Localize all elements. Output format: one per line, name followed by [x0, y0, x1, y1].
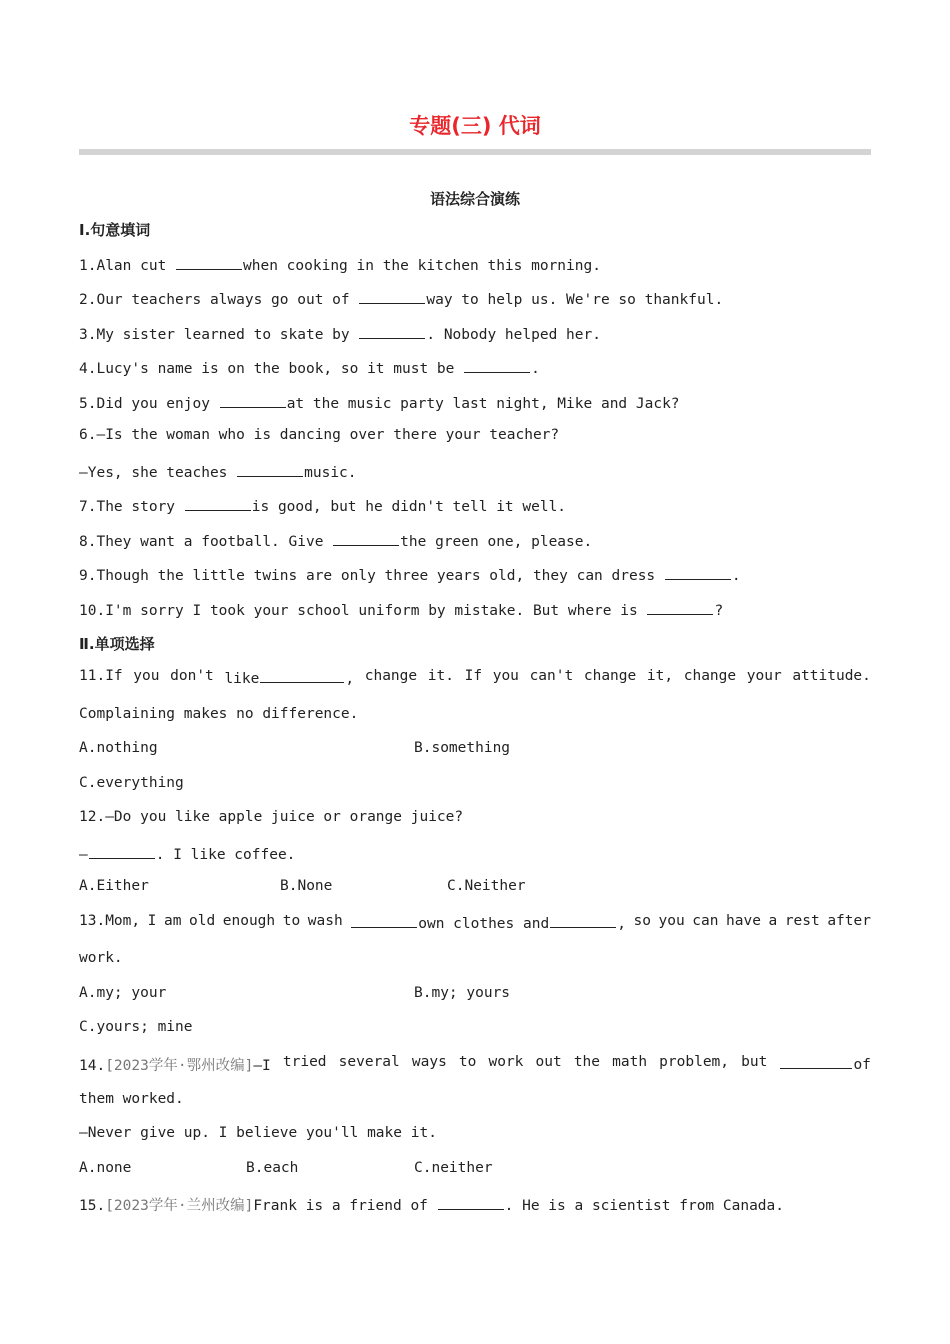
word: —I	[253, 1058, 271, 1074]
word: wash	[307, 913, 343, 929]
answer-blank[interactable]	[220, 393, 286, 408]
word: you	[133, 668, 160, 684]
q4-text-b: .	[531, 361, 540, 377]
question-7	[79, 496, 566, 515]
q6-text-b: music.	[304, 465, 357, 481]
q9-text-a: 9.Though the little twins are only three years old, they can dress	[79, 568, 664, 584]
word: several	[338, 1054, 400, 1070]
question-3	[79, 324, 601, 343]
question-6-line-2	[79, 462, 357, 481]
page-subtitle: 语法综合演练	[429, 190, 520, 208]
word: tried	[282, 1054, 327, 1070]
answer-blank[interactable]	[464, 358, 530, 373]
q7-text-b: is good, but he didn't tell it well.	[251, 499, 567, 515]
question-15	[79, 1194, 784, 1215]
word: you	[492, 668, 519, 684]
question-12-line-1: 12.—Do you like apple juice or orange juice?	[79, 809, 464, 825]
answer-blank[interactable]	[237, 462, 303, 477]
question-14-line-2: them worked.	[79, 1091, 184, 1107]
section-1-heading: Ⅰ.句意填词	[79, 221, 151, 239]
word: math	[612, 1054, 648, 1070]
question-1	[79, 255, 601, 274]
word: after	[827, 913, 871, 929]
answer-blank[interactable]	[665, 565, 731, 580]
q1-text-a: 1.Alan cut	[79, 258, 176, 274]
option-b[interactable]: B.None	[280, 878, 333, 894]
q9-text-b: .	[731, 568, 741, 584]
word: it.	[427, 668, 454, 684]
word: I	[147, 913, 157, 929]
option-c[interactable]: C.Neither	[447, 878, 526, 894]
question-2	[79, 289, 723, 308]
answer-blank[interactable]	[647, 600, 713, 615]
question-14-line-1	[79, 1054, 871, 1075]
question-number: 15.	[79, 1198, 106, 1214]
question-13-line-1	[79, 913, 871, 932]
option-a[interactable]: A.Either	[79, 878, 149, 894]
title-divider	[79, 149, 871, 155]
source-tag: [2023学年·兰州改编]	[105, 1198, 254, 1214]
question-number-with-source	[79, 1054, 271, 1075]
q3-text-a: 3.My sister learned to skate by	[79, 327, 359, 343]
word: ,	[617, 916, 626, 932]
answer-blank[interactable]	[89, 844, 155, 859]
option-c[interactable]: C.yours; mine	[79, 1019, 193, 1035]
word: it,	[646, 668, 674, 684]
word-with-blank	[350, 913, 626, 932]
question-13-line-2: work.	[79, 950, 123, 966]
word: rest	[784, 913, 820, 929]
option-a[interactable]: A.nothing	[79, 740, 158, 756]
source-tag: [2023学年·鄂州改编]	[105, 1058, 254, 1074]
option-b[interactable]: B.my; yours	[414, 985, 511, 1001]
word: can	[692, 913, 719, 929]
word: ,	[345, 671, 355, 687]
section-2-heading: Ⅱ.单项选择	[79, 635, 155, 653]
word: out	[535, 1054, 562, 1070]
q10-text-b: ?	[714, 603, 724, 619]
word: attitude.	[792, 668, 871, 684]
word: to	[282, 913, 301, 929]
answer-blank[interactable]	[359, 324, 425, 339]
question-10	[79, 600, 723, 619]
q15-text-a: Frank is a friend of	[253, 1198, 437, 1214]
question-11-line-2: Complaining makes no difference.	[79, 706, 359, 722]
answer-blank[interactable]	[550, 913, 616, 928]
word: have	[726, 913, 761, 929]
answer-blank[interactable]	[359, 289, 425, 304]
word: ways	[411, 1054, 447, 1070]
word: problem,	[659, 1054, 730, 1070]
answer-blank[interactable]	[351, 913, 417, 928]
q12-text-b: . I like coffee.	[155, 847, 296, 863]
option-c[interactable]: C.everything	[79, 775, 184, 791]
word: If	[464, 668, 483, 684]
word: 11.If	[79, 668, 123, 684]
option-a[interactable]: A.my; your	[79, 985, 167, 1001]
q4-text-a: 4.Lucy's name is on the book, so it must be	[79, 361, 464, 377]
option-b[interactable]: B.each	[246, 1160, 299, 1176]
word: your	[746, 668, 782, 684]
word: change	[683, 668, 737, 684]
word: can't	[529, 668, 574, 684]
word-with-blank	[779, 1054, 870, 1075]
word: work	[488, 1054, 524, 1070]
word: the	[573, 1054, 601, 1070]
question-number: 14.	[79, 1058, 106, 1074]
q12-text-a: —	[79, 847, 88, 863]
word: own clothes and	[418, 916, 550, 932]
question-6-line-1: 6.—Is the woman who is dancing over there your teacher?	[79, 427, 560, 443]
word: to	[458, 1054, 477, 1070]
answer-blank[interactable]	[438, 1195, 504, 1210]
word: a	[768, 913, 778, 929]
q10-text-a: 10.I'm sorry I took your school uniform by mistake. But where is	[79, 603, 647, 619]
q15-text-b: . He is a scientist from Canada.	[504, 1198, 784, 1214]
q2-text-b: way to help us. We're so thankful.	[426, 292, 724, 308]
answer-blank[interactable]	[333, 531, 399, 546]
question-8	[79, 531, 592, 550]
q1-text-b: when cooking in the kitchen this morning.	[243, 258, 601, 274]
word: enough	[222, 913, 276, 929]
question-14-line-3: —Never give up. I believe you'll make it.	[79, 1125, 437, 1141]
word: don't	[170, 668, 214, 684]
answer-blank[interactable]	[176, 255, 242, 270]
word: 13.Mom,	[79, 913, 141, 929]
word: am	[163, 913, 182, 929]
answer-blank[interactable]	[780, 1054, 852, 1069]
answer-blank[interactable]	[260, 668, 344, 683]
word: old	[189, 913, 216, 929]
word: so	[633, 913, 651, 929]
q3-text-b: . Nobody helped her.	[426, 327, 601, 343]
word: change	[583, 668, 637, 684]
q8-text-a: 8.They want a football. Give	[79, 534, 333, 550]
question-5	[79, 393, 680, 412]
option-a[interactable]: A.none	[79, 1160, 132, 1176]
question-9	[79, 565, 741, 584]
word-with-blank	[224, 668, 354, 687]
option-c[interactable]: C.neither	[414, 1160, 493, 1176]
q8-text-b: the green one, please.	[400, 534, 593, 550]
question-4	[79, 358, 540, 377]
q6-text-a: —Yes, she teaches	[79, 465, 237, 481]
q7-text-a: 7.The story	[79, 499, 184, 515]
q5-text-b: at the music party last night, Mike and Jack?	[286, 396, 680, 412]
question-11-line-1	[79, 668, 871, 687]
word: you	[658, 913, 685, 929]
option-b[interactable]: B.something	[414, 740, 511, 756]
word: of	[853, 1057, 871, 1073]
word: change	[364, 668, 418, 684]
word: like	[224, 671, 260, 687]
q5-text-a: 5.Did you enjoy	[79, 396, 219, 412]
q2-text-a: 2.Our teachers always go out of	[79, 292, 359, 308]
question-12-line-2	[79, 844, 295, 863]
page-title: 专题(三) 代词	[409, 114, 541, 138]
answer-blank[interactable]	[185, 496, 251, 511]
word: but	[741, 1054, 768, 1070]
